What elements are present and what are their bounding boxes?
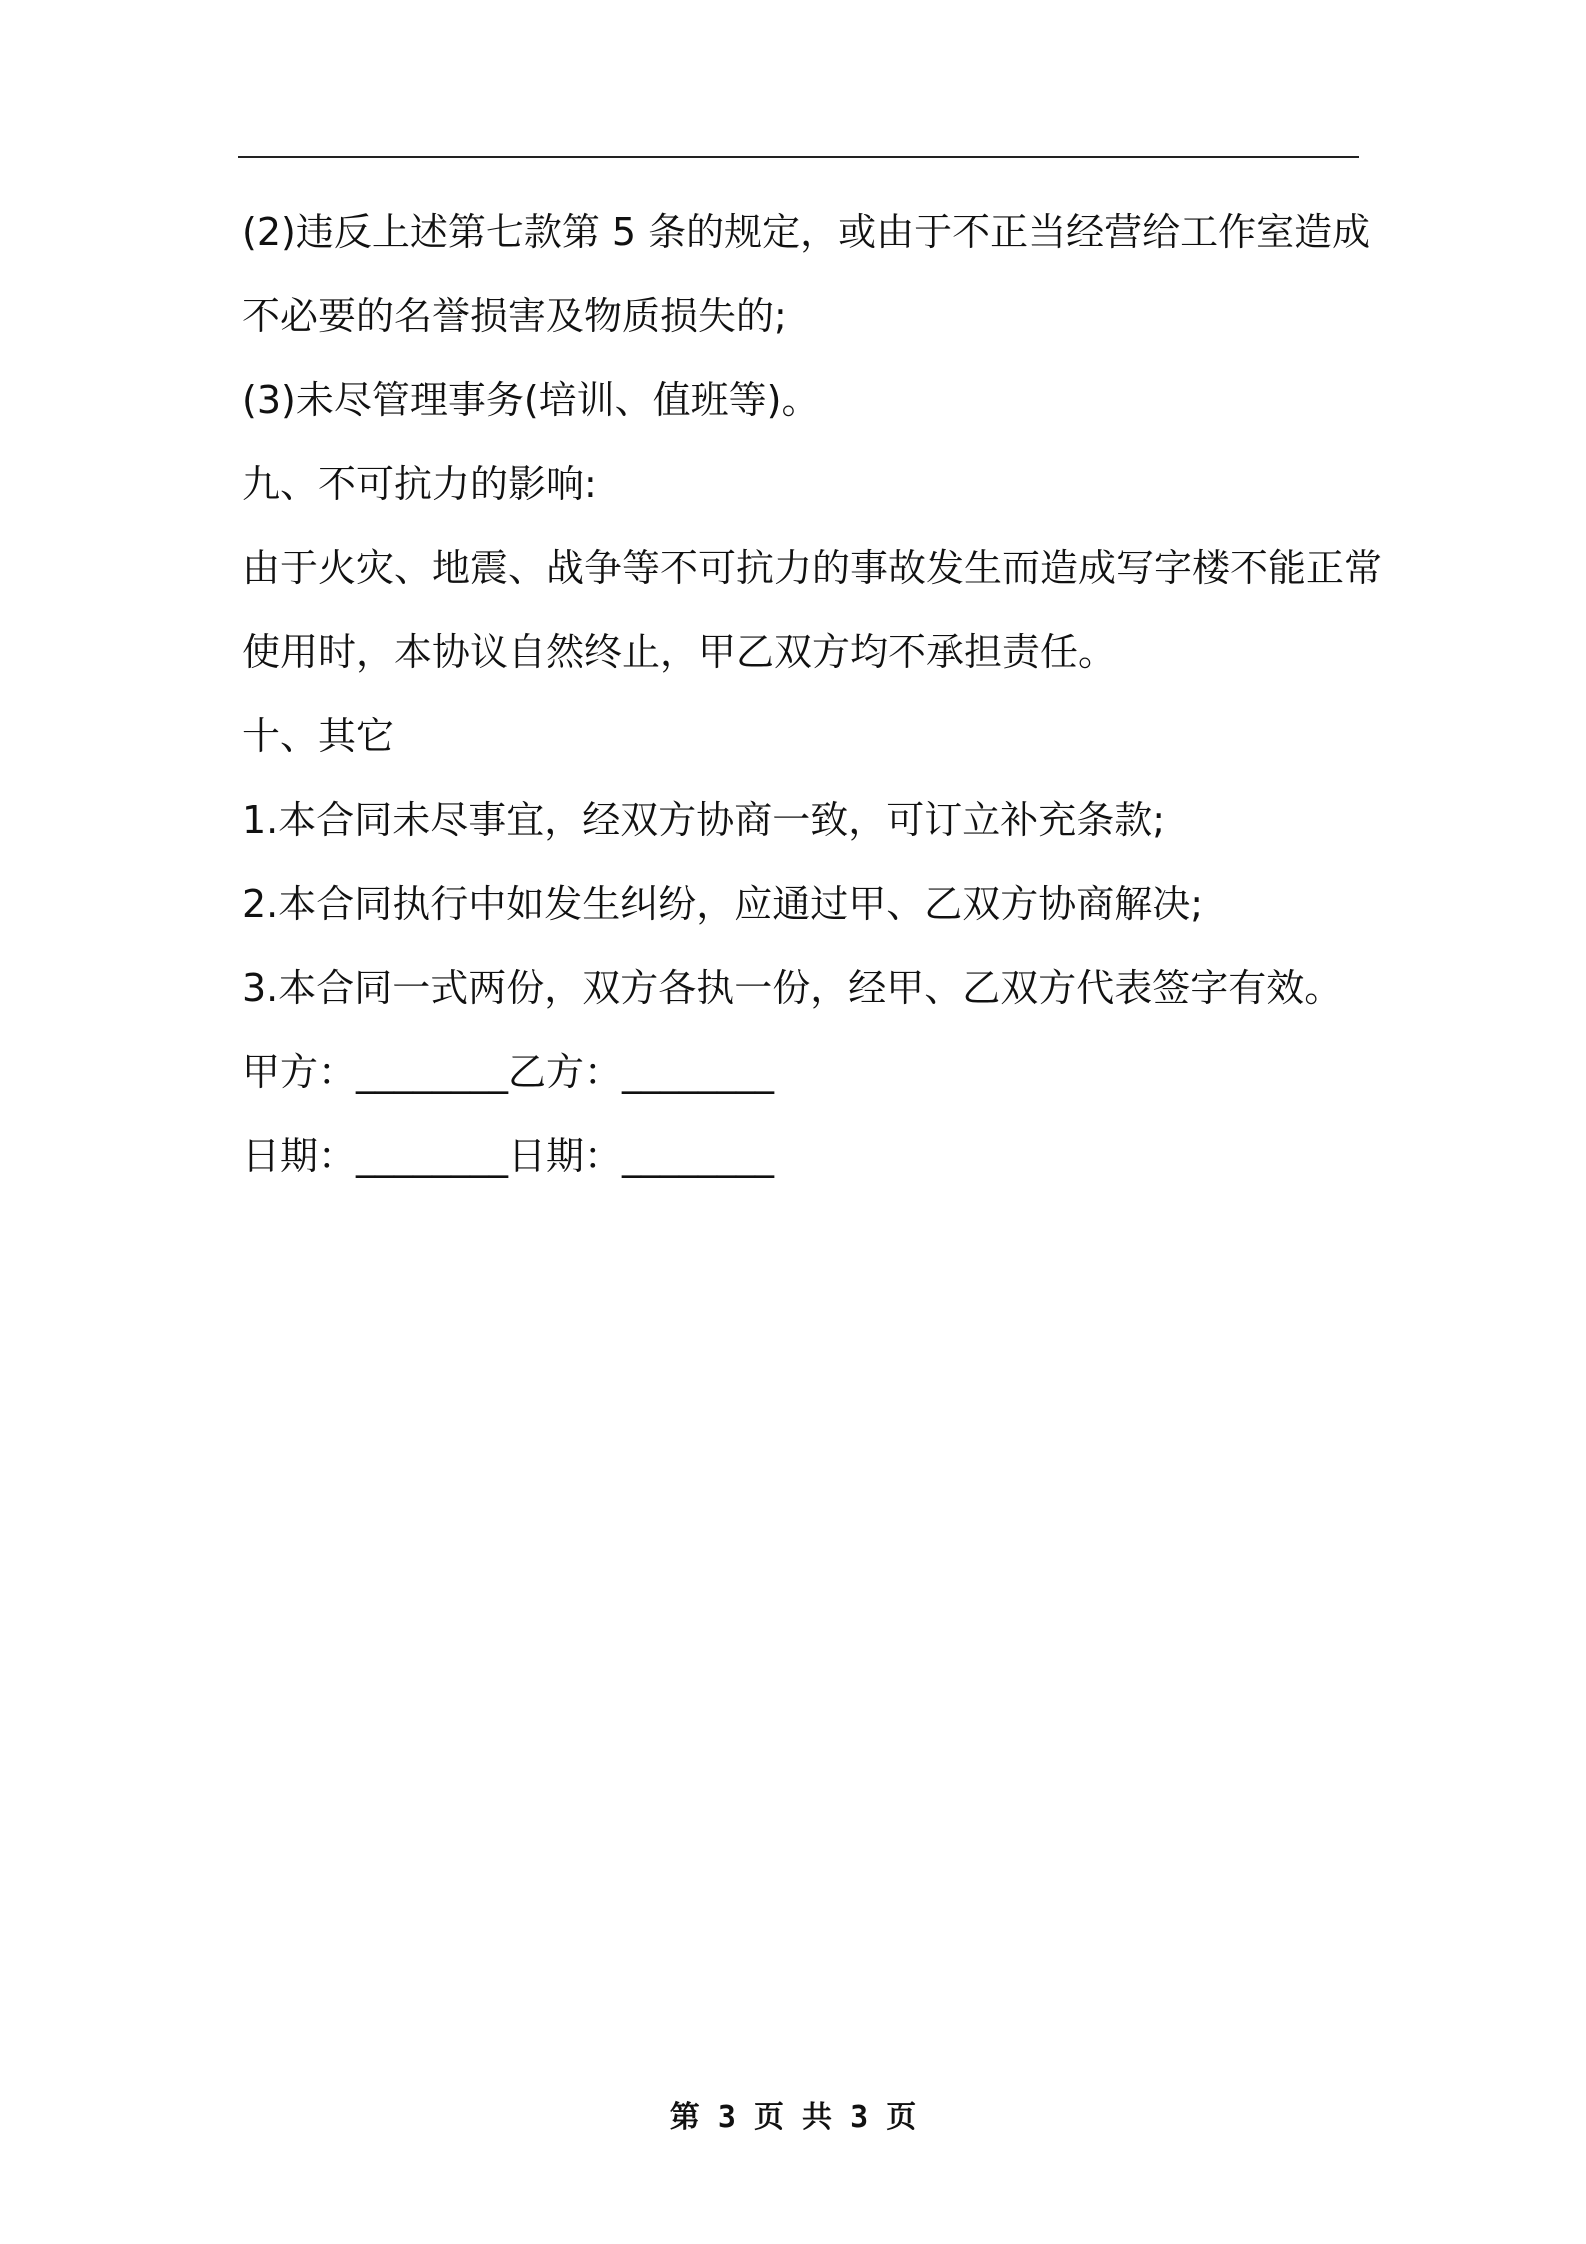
- section-10-item-3: 3.本合同一式两份，双方各执一份，经甲、乙双方代表签字有效。: [242, 966, 1343, 1010]
- signature-date-line: 日期：________日期：________: [242, 1134, 775, 1178]
- document-body: [242, 200, 1383, 1208]
- page-number: 第 3 页 共 3 页: [669, 2100, 917, 2135]
- header-rule: [238, 156, 1359, 158]
- signature-party-line: 甲方：________乙方：________: [242, 1050, 775, 1094]
- section-10-item-2: 2.本合同执行中如发生纠纷，应通过甲、乙双方协商解决;: [242, 882, 1204, 926]
- section-10-heading: 十、其它: [242, 714, 395, 758]
- section-9-heading: 九、不可抗力的影响:: [242, 462, 597, 506]
- section-9-text-line-2: 使用时，本协议自然终止，甲乙双方均不承担责任。: [242, 630, 1117, 674]
- clause-2-line-1: (2)违反上述第七款第 5 条的规定，或由于不正当经营给工作室造成: [242, 210, 1371, 254]
- clause-3-line: (3)未尽管理事务(培训、值班等)。: [242, 378, 820, 422]
- section-9-text-line-1: 由于火灾、地震、战争等不可抗力的事故发生而造成写字楼不能正常: [242, 546, 1383, 590]
- clause-2-line-2: 不必要的名誉损害及物质损失的;: [242, 294, 787, 338]
- section-10-item-1: 1.本合同未尽事宜，经双方协商一致，可订立补充条款;: [242, 798, 1166, 842]
